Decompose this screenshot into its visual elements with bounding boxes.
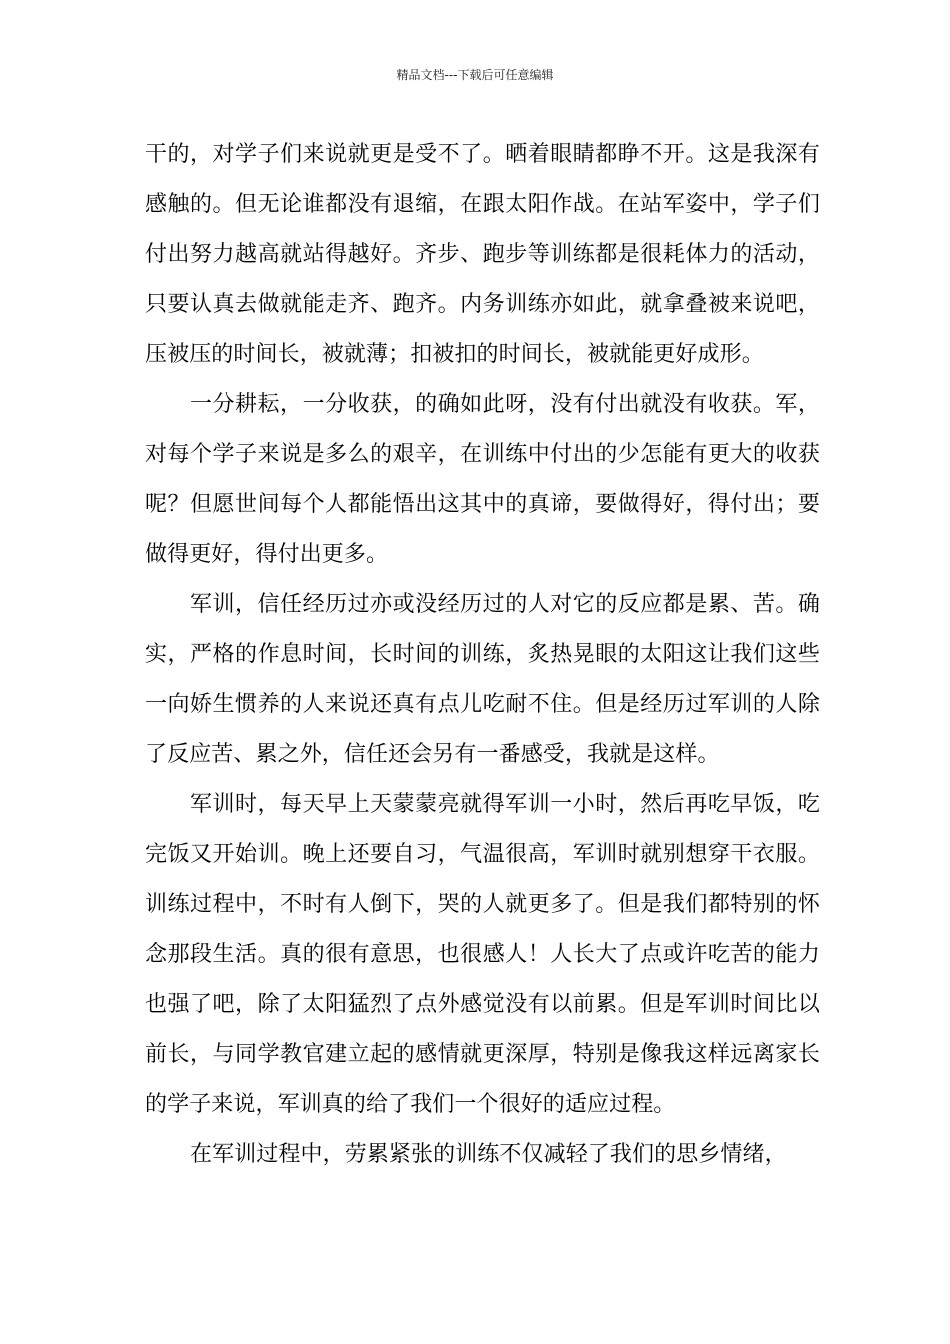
page-header: 精品文档---下载后可任意编辑	[396, 68, 554, 82]
paragraph-continuation: 干的，对学子们来说就更是受不了。晒着眼睛都睁不开。这是我深有感触的。但无论谁都没有退缩，在跟太阳作战。在站军姿中，学子们付出努力越高就站得越好。齐步、跑步等训练都是很耗体力的活动，只要认真去做就能走齐、跑齐。内务训练亦如此，就拿叠被来说吧，压被压的时间长，被就薄；扣被扣的时间长，被就能更好成形。	[145, 142, 820, 367]
document-body	[145, 130, 820, 1180]
paragraph-harvest: 一分耕耘，一分收获，的确如此呀，没有付出就没有收获。军，对每个学子来说是多么的艰辛，在训练中付出的少怎能有更大的收获呢？但愿世间每个人都能悟出这其中的真谛，要做得好，得付出；要做得更好，得付出更多。	[145, 392, 820, 567]
paragraph-daily-routine: 军训时，每天早上天蒙蒙亮就得军训一小时，然后再吃早饭，吃完饭又开始训。晚上还要自习，气温很高，军训时就别想穿干衣服。训练过程中，不时有人倒下，哭的人就更多了。但是我们都特别的怀念那段生活。真的很有意思，也很感人！人长大了点或许吃苦的能力也强了吧，除了太阳猛烈了点外感觉没有以前累。但是军训时间比以前长，与同学教官建立起的感情就更深厚，特别是像我这样远离家长的学子来说，军训真的给了我们一个很好的适应过程。	[145, 792, 820, 1117]
paragraph-training-process: 在军训过程中，劳累紧张的训练不仅减轻了我们的思乡情绪，	[190, 1142, 787, 1167]
paragraph-military-training: 军训，信任经历过亦或没经历过的人对它的反应都是累、苦。确实，严格的作息时间，长时间的训练，炙热晃眼的太阳这让我们这些一向娇生惯养的人来说还真有点儿吃耐不住。但是经历过军训的人除了反应苦、累之外，信任还会另有一番感受，我就是这样。	[145, 592, 820, 767]
